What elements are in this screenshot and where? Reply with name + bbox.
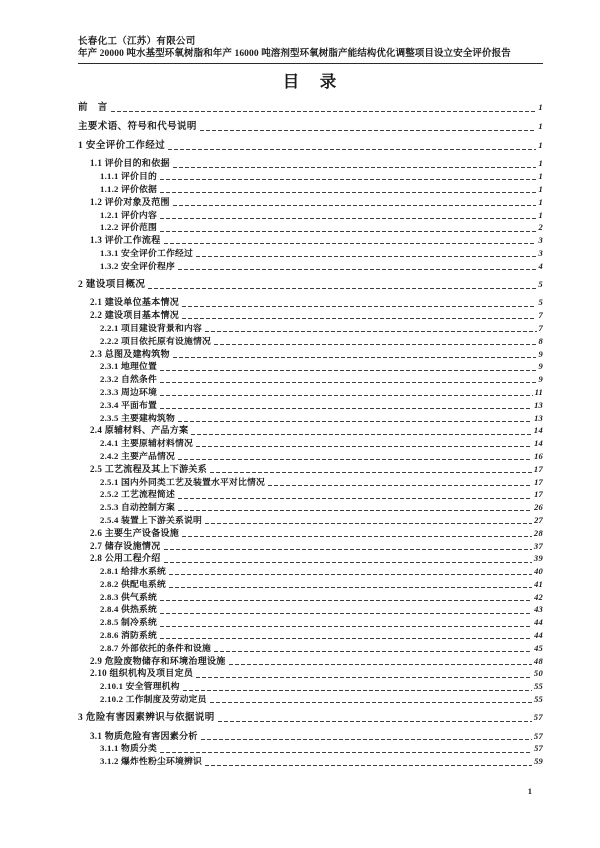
toc-entry-page: 11 [534, 386, 543, 397]
toc-entry-label: 2.6 主要生产设备设施 [90, 527, 180, 538]
toc-entry-page: 5 [538, 278, 543, 289]
toc-entry-label: 3.1.1 物质分类 [100, 743, 157, 754]
toc-entry-page: 59 [534, 756, 543, 767]
dot-leader [183, 690, 533, 691]
page-title: 目 录 [282, 72, 339, 91]
toc-entry-label: 2.8.5 制冷系统 [100, 617, 157, 628]
dot-leader [173, 357, 537, 358]
dot-leader [160, 638, 532, 639]
toc-entry [78, 260, 543, 273]
toc-entry-page: 44 [534, 630, 543, 641]
dot-leader [178, 510, 532, 511]
toc-entry [78, 755, 543, 768]
dot-leader [205, 765, 532, 766]
dot-leader [178, 498, 532, 499]
toc-entry [78, 603, 543, 616]
toc-entry-page: 7 [538, 310, 543, 321]
toc-entry [78, 501, 543, 514]
toc-entry [78, 412, 543, 425]
toc-entry-page: 26 [534, 502, 543, 513]
toc-entry-page: 1 [538, 139, 543, 150]
toc-entry [78, 139, 543, 153]
dot-leader [196, 677, 532, 678]
dot-leader [178, 269, 537, 270]
dot-leader [164, 562, 532, 563]
toc-entry-label: 3 危险有害因素辨识与依据说明 [78, 712, 215, 723]
toc-entry-page: 9 [538, 361, 543, 372]
toc-entry-page: 3 [538, 235, 543, 246]
toc-entry [78, 424, 543, 437]
toc-entry [78, 309, 543, 322]
dot-leader [160, 752, 532, 753]
toc-entry [78, 322, 543, 335]
toc-entry [78, 540, 543, 553]
toc-entry [78, 565, 543, 578]
toc-entry [78, 234, 543, 247]
toc-entry-page: 43 [534, 604, 543, 615]
table-of-contents [78, 101, 543, 768]
toc-entry [78, 642, 543, 655]
dot-leader [173, 205, 537, 206]
toc-entry-page: 1 [538, 183, 543, 194]
toc-entry-page: 1 [538, 158, 543, 169]
toc-entry-label: 2.2.2 项目依托原有设施情况 [100, 335, 211, 346]
toc-entry [78, 730, 543, 743]
toc-entry-page: 14 [534, 438, 543, 449]
toc-entry-page: 4 [538, 260, 543, 271]
dot-leader [268, 485, 532, 486]
toc-entry [78, 247, 543, 260]
toc-entry-label: 1.3 评价工作流程 [90, 235, 161, 246]
toc-entry [78, 527, 543, 540]
toc-entry-page: 39 [533, 553, 543, 564]
toc-entry [78, 680, 543, 693]
toc-entry-label: 3.1 物质危险有害因素分析 [90, 730, 198, 741]
toc-entry-page: 14 [533, 425, 543, 436]
toc-entry-page: 57 [533, 711, 543, 722]
toc-entry-label: 2.7 储存设施情况 [90, 540, 161, 551]
toc-entry-page: 27 [534, 514, 543, 525]
toc-entry-label: 2.3.2 自然条件 [100, 374, 157, 385]
toc-entry-label: 2.10 组织机构及项目定员 [90, 668, 194, 679]
header-company-name: 长春化工（江苏）有限公司 [78, 37, 196, 47]
toc-entry [78, 616, 543, 629]
toc-entry-label: 2.2.1 项目建设背景和内容 [100, 322, 202, 333]
toc-entry [78, 335, 543, 348]
dot-leader [200, 130, 537, 131]
toc-entry [78, 120, 543, 134]
toc-entry [78, 386, 543, 399]
toc-entry [78, 488, 543, 501]
toc-entry-page: 17 [533, 463, 543, 474]
toc-entry-label: 2.10.2 工作制度及劳动定员 [100, 694, 207, 705]
toc-entry-label: 主要术语、符号和代号说明 [78, 121, 197, 132]
dot-leader [229, 664, 532, 665]
toc-entry-label: 1.2.1 评价内容 [100, 209, 157, 220]
dot-leader [160, 600, 532, 601]
toc-entry [78, 693, 543, 706]
dot-leader [160, 231, 537, 232]
toc-entry-page: 37 [533, 540, 543, 551]
header-project-title: 年产 20000 吨水基型环氧树脂和年产 16000 吨溶剂型环氧树脂产能结构优化调整项目设立安全评价报告 [78, 48, 543, 64]
toc-entry [78, 278, 543, 292]
toc-entry [78, 591, 543, 604]
toc-entry [78, 667, 543, 680]
toc-entry-label: 2.8.6 消防系统 [100, 630, 157, 641]
toc-entry-page: 48 [533, 655, 543, 666]
toc-entry-label: 1.2.2 评价范围 [100, 222, 157, 233]
dot-leader [160, 626, 532, 627]
toc-entry-label: 2.1 建设单位基本情况 [90, 297, 180, 308]
dot-leader [160, 192, 537, 193]
dot-leader [210, 472, 532, 473]
toc-entry-page: 17 [534, 476, 543, 487]
dot-leader [218, 721, 532, 722]
toc-entry-page: 55 [534, 681, 543, 692]
toc-entry-page: 57 [533, 730, 543, 741]
dot-leader [178, 459, 532, 460]
toc-entry-label: 2.8.1 给排水系统 [100, 566, 166, 577]
toc-entry-page: 17 [534, 489, 543, 500]
toc-entry [78, 360, 543, 373]
dot-leader [160, 395, 533, 396]
toc-entry [78, 629, 543, 642]
toc-entry-label: 1 安全评价工作经过 [78, 140, 166, 151]
dot-leader [210, 702, 533, 703]
dot-leader [214, 651, 532, 652]
toc-entry-label: 2.5 工艺流程及其上下游关系 [90, 463, 208, 474]
toc-entry-page: 42 [534, 591, 543, 602]
toc-entry-label: 2.8.7 外部依托的条件和设施 [100, 642, 211, 653]
toc-entry [78, 514, 543, 527]
toc-entry [78, 209, 543, 222]
dot-leader [111, 111, 537, 112]
toc-entry-label: 2.5.3 自动控制方案 [100, 502, 175, 513]
toc-entry-label: 2 建设项目概况 [78, 279, 146, 290]
toc-entry-page: 13 [534, 412, 543, 423]
toc-entry [78, 170, 543, 183]
toc-entry [78, 450, 543, 463]
toc-entry-label: 前 言 [78, 103, 108, 113]
toc-entry [78, 463, 543, 476]
toc-entry-page: 7 [538, 322, 543, 333]
toc-entry-page: 9 [538, 374, 543, 385]
toc-entry-label: 2.2 建设项目基本情况 [90, 310, 180, 321]
toc-entry-label: 1.1.1 评价目的 [100, 171, 157, 182]
dot-leader [205, 331, 537, 332]
toc-entry [78, 476, 543, 489]
toc-entry [78, 373, 543, 386]
toc-entry-page: 57 [534, 743, 543, 754]
toc-entry [78, 742, 543, 755]
dot-leader [173, 167, 537, 168]
dot-leader [164, 549, 532, 550]
toc-entry-label: 2.5.4 装置上下游关系说明 [100, 514, 202, 525]
dot-leader [160, 370, 537, 371]
toc-entry-page: 1 [538, 209, 543, 220]
dot-leader [182, 318, 536, 319]
toc-entry-label: 2.3.1 地理位置 [100, 361, 157, 372]
toc-entry [78, 655, 543, 668]
toc-entry-page: 41 [534, 578, 543, 589]
toc-entry-label: 2.10.1 安全管理机构 [100, 681, 180, 692]
toc-entry [78, 296, 543, 309]
toc-entry-label: 2.4 原辅材料、产品方案 [90, 425, 189, 436]
toc-entry [78, 183, 543, 196]
dot-leader [160, 218, 537, 219]
toc-entry-page: 9 [538, 348, 543, 359]
dot-leader [148, 288, 536, 289]
toc-entry [78, 348, 543, 361]
dot-leader [201, 739, 532, 740]
toc-entry-page: 2 [538, 222, 543, 233]
toc-entry-label: 2.8.4 供热系统 [100, 604, 157, 615]
toc-entry-label: 2.8.3 供气系统 [100, 591, 157, 602]
toc-entry [78, 157, 543, 170]
toc-entry [78, 552, 543, 565]
dot-leader [182, 536, 532, 537]
toc-entry-page: 50 [533, 668, 543, 679]
toc-entry [78, 196, 543, 209]
toc-entry-page: 1 [538, 120, 543, 131]
toc-entry-page: 3 [538, 247, 543, 258]
toc-entry-page: 40 [534, 566, 543, 577]
dot-leader [182, 306, 536, 307]
toc-entry-page: 1 [538, 196, 543, 207]
toc-entry-label: 2.4.2 主要产品情况 [100, 450, 175, 461]
toc-entry [78, 711, 543, 725]
dot-leader [178, 421, 532, 422]
dot-leader [168, 149, 536, 150]
dot-leader [164, 243, 537, 244]
toc-entry-label: 3.1.2 爆炸性粉尘环境辨识 [100, 756, 202, 767]
toc-entry-page: 13 [534, 399, 543, 410]
toc-entry-label: 2.9 危险废物储存和环境治理设施 [90, 655, 226, 666]
toc-entry-label: 2.8 公用工程介绍 [90, 553, 161, 564]
toc-entry-page: 1 [538, 171, 543, 182]
toc-entry [78, 578, 543, 591]
toc-entry-label: 1.1 评价目的和依据 [90, 158, 170, 169]
toc-entry [78, 437, 543, 450]
dot-leader [160, 408, 532, 409]
dot-leader [160, 382, 537, 383]
toc-entry [78, 221, 543, 234]
toc-entry [78, 101, 543, 115]
dot-leader [196, 446, 532, 447]
toc-entry-label: 1.1.2 评价依据 [100, 183, 157, 194]
toc-entry-label: 2.4.1 主要原辅材料情况 [100, 438, 193, 449]
toc-entry-page: 1 [538, 102, 543, 112]
toc-entry-label: 2.3.5 主要建构筑物 [100, 412, 175, 423]
footer-page-number: 1 [527, 786, 532, 796]
toc-entry-page: 16 [534, 450, 543, 461]
dot-leader [169, 587, 532, 588]
toc-entry [78, 399, 543, 412]
dot-leader [160, 179, 537, 180]
toc-entry-page: 5 [538, 297, 543, 308]
toc-entry-label: 2.3.3 周边环境 [100, 386, 157, 397]
dot-leader [214, 344, 537, 345]
dot-leader [196, 256, 537, 257]
toc-entry-label: 2.5.2 工艺流程简述 [100, 489, 175, 500]
toc-entry-label: 2.3 总图及建构筑物 [90, 348, 170, 359]
toc-entry-label: 1.3.1 安全评价工作经过 [100, 247, 193, 258]
toc-entry-page: 45 [534, 642, 543, 653]
dot-leader [191, 434, 531, 435]
toc-entry-label: 2.3.4 平面布置 [100, 399, 157, 410]
toc-entry-page: 8 [538, 335, 543, 346]
dot-leader [160, 613, 532, 614]
toc-entry-label: 2.8.2 供配电系统 [100, 578, 166, 589]
toc-entry-page: 28 [533, 527, 543, 538]
dot-leader [205, 523, 532, 524]
toc-entry-label: 1.2 评价对象及范围 [90, 196, 170, 207]
toc-entry-page: 44 [534, 617, 543, 628]
page-content [78, 36, 543, 768]
toc-entry-label: 2.5.1 国内外同类工艺及装置水平对比情况 [100, 476, 265, 487]
toc-entry-page: 55 [534, 694, 543, 705]
toc-entry-label: 1.3.2 安全评价程序 [100, 260, 175, 271]
dot-leader [169, 574, 532, 575]
